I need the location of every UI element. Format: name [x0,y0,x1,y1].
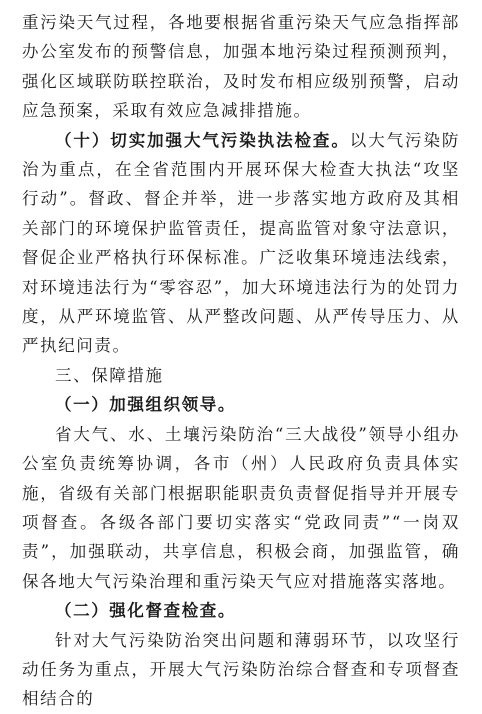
chapter-heading [22,361,460,390]
subsection-heading-1 [22,390,460,419]
paragraph-continued [22,8,460,126]
paragraph-text: 重污染天气过程，各地要根据省重污染天气应急指挥部办公室发布的预警信息，加强本地污染过程预测预判，强化区域联防联控联治，及时发布相应级别预警，启动应急预案，采取有效应急减排措施。 [22,13,460,121]
section-heading: （一）加强组织领导。 [55,395,236,415]
subsection-heading-2 [22,596,460,625]
chapter-title: 三、保障措施 [55,365,164,385]
section-heading: （二）强化督查检查。 [55,601,236,621]
paragraph-text: 省大气、水、土壤污染防治“三大战役”领导小组办公室负责统筹协调，各市（州）人民政府负责具体实施，省级有关部门根据职能职责负责督促指导并开展专项督查。各级各部门要切实落实“党政同责”“一岗双责”，加强联动，共享信息，积极会商，加强监管，确保各地大气污染治理和重污染天气应对措施落实落地。 [22,424,460,591]
section-heading: （十）切实加强大气污染执法检查。 [55,130,350,150]
paragraph-text: 针对大气污染防治突出问题和薄弱环节，以攻坚行动任务为重点，开展大气污染防治综合督查和专项督查相结合的 [22,630,460,709]
paragraph-supervision [22,626,460,714]
paragraph-section-10 [22,126,460,361]
paragraph-organization [22,420,460,596]
paragraph-text: 以大气污染防治为重点，在全省范围内开展环保大检查大执法“攻坚行动”。督政、督企并举，进一步落实地方政府及其相关部门的环境保护监管责任，提高监管对象守法意识，督促企业严格执行环保标准。广泛收集环境违法线索，对环境违法行为“零容忍”，加大环境违法行为的处罚力度，从严环境监管、从严整改问题、从严传导压力、从严执纪问责。 [22,130,460,356]
